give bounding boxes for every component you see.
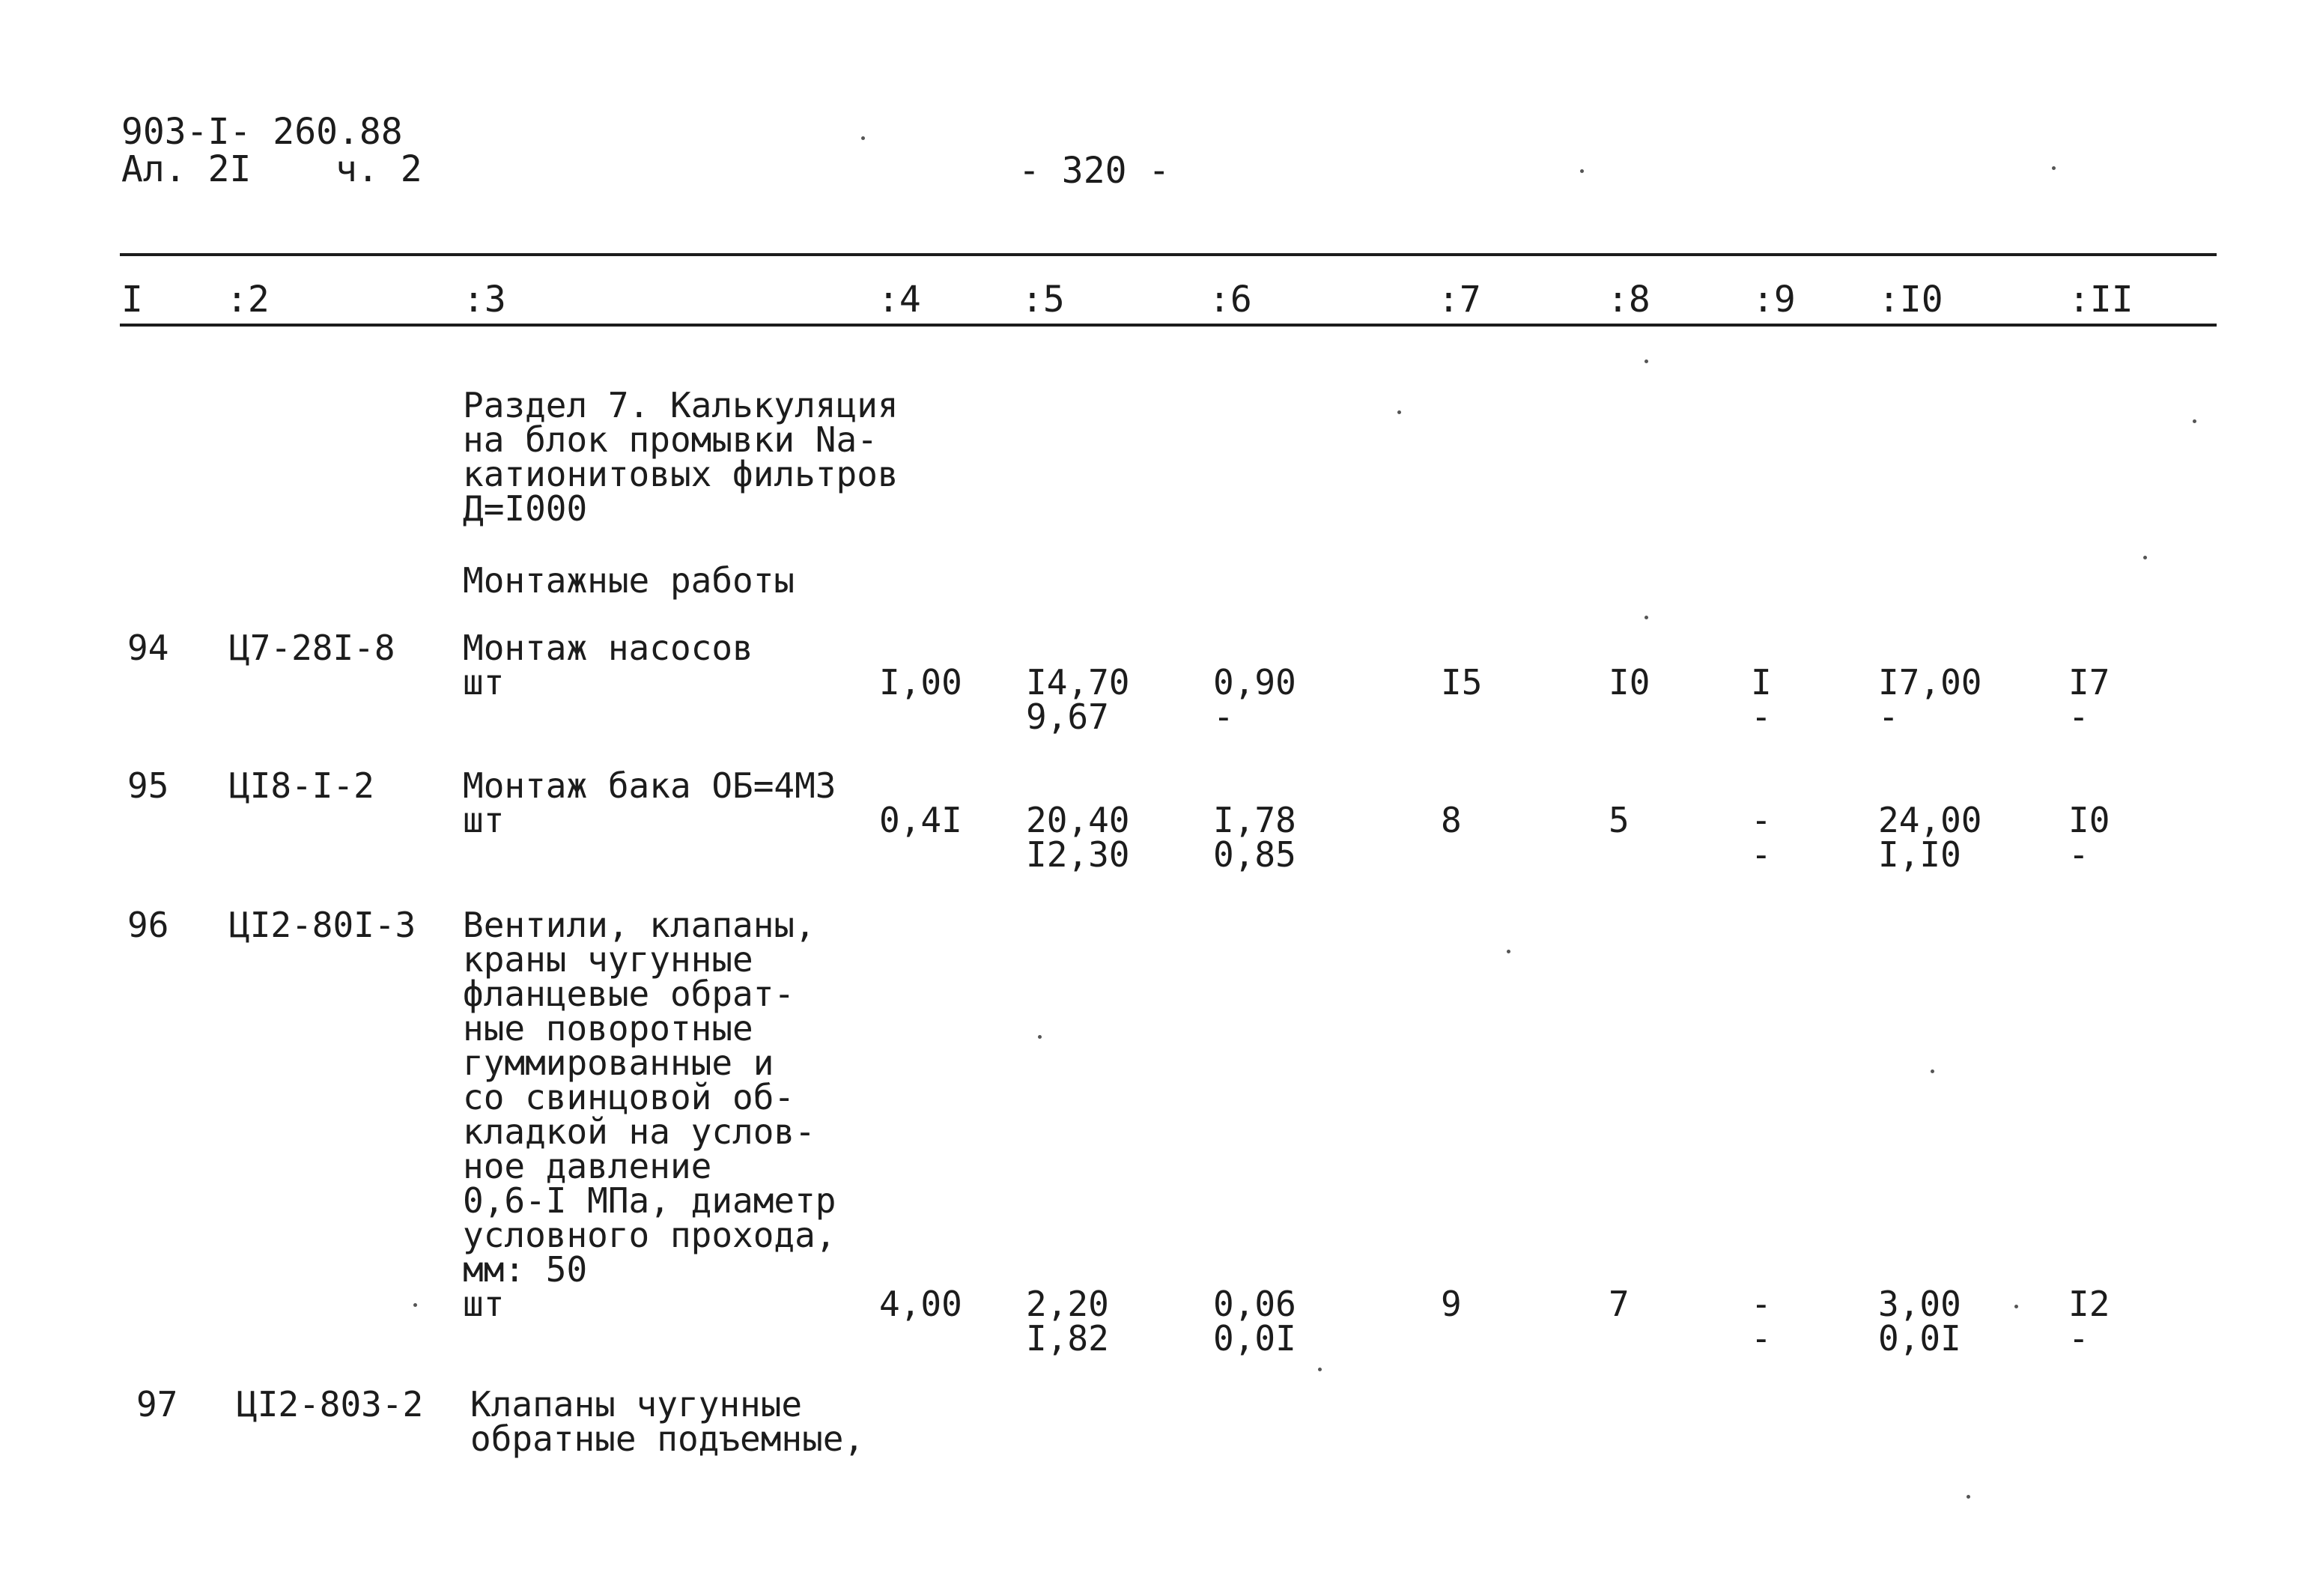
scan-speck: [2143, 556, 2147, 559]
cell-col9: - -: [1751, 800, 1772, 875]
column-header: :4: [878, 279, 921, 321]
row-description: Клапаны чугунные обратные подъемные,: [470, 1384, 865, 1459]
scan-speck: [2193, 419, 2196, 423]
cell-col5: 20,40 I2,30: [1026, 800, 1130, 875]
row-code: ЦI8-I-2: [229, 765, 374, 806]
cell-col5: I4,70 9,67: [1026, 662, 1130, 737]
column-header: :9: [1752, 279, 1796, 321]
row-description: Монтаж насосов шт: [463, 628, 753, 703]
cell-col10: I7,00 -: [1878, 662, 1982, 737]
scan-speck: [861, 136, 865, 140]
cell-col5: 2,20 I,82: [1026, 1284, 1109, 1359]
cell-col11: I2 -: [2068, 1284, 2110, 1359]
column-header: :2: [226, 279, 270, 321]
row-code: Ц7-28I-8: [229, 628, 395, 668]
part-number: ч. 2: [335, 148, 422, 190]
scan-speck: [1931, 1069, 1934, 1073]
cell-col7: I5: [1441, 662, 1483, 703]
page-number: - 320 -: [1018, 150, 1170, 192]
cell-col6: I,78 0,85: [1213, 800, 1296, 875]
cell-col8: 7: [1609, 1284, 1630, 1324]
sheet-number: Ал. 2I: [121, 148, 252, 190]
scan-speck: [1038, 1035, 1042, 1039]
cell-col4: 0,4I: [879, 800, 962, 840]
row-number: 96: [127, 905, 169, 945]
cell-col6: 0,90 -: [1213, 662, 1296, 737]
row-code: ЦI2-803-2: [237, 1384, 424, 1424]
cell-col11: I0 -: [2068, 800, 2110, 875]
row-number: 94: [127, 628, 169, 668]
cell-col7: 8: [1441, 800, 1462, 840]
scan-speck: [1397, 410, 1401, 414]
document-code: 903-I- 260.88: [121, 111, 403, 153]
column-header: :8: [1607, 279, 1650, 321]
scan-speck: [1507, 950, 1510, 953]
cell-col4: I,00: [879, 662, 962, 703]
scan-speck: [1644, 616, 1648, 619]
cell-col4: 4,00: [879, 1284, 962, 1324]
column-header: :6: [1209, 279, 1252, 321]
row-description: Монтаж бака ОБ=4М3 шт: [463, 765, 836, 840]
scan-speck: [1318, 1368, 1322, 1371]
row-number: 97: [136, 1384, 178, 1424]
scan-speck: [1644, 359, 1648, 363]
table-top-rule: [120, 253, 2217, 256]
column-header: :5: [1021, 279, 1065, 321]
cell-col11: I7 -: [2068, 662, 2110, 737]
scan-speck: [2014, 1305, 2018, 1308]
column-header: :II: [2068, 279, 2134, 321]
cell-col8: I0: [1609, 662, 1650, 703]
cell-col8: 5: [1609, 800, 1630, 840]
column-header: :3: [463, 279, 506, 321]
cell-col9: - -: [1751, 1284, 1772, 1359]
section-title: Раздел 7. Калькуляция на блок промывки Nа- катионитовых фильтров Д=I000: [463, 385, 899, 529]
column-header: I: [121, 279, 143, 321]
section-subtitle: Монтажные работы: [463, 560, 795, 601]
cell-col10: 3,00 0,0I: [1878, 1284, 1961, 1359]
cell-col7: 9: [1441, 1284, 1462, 1324]
row-description: Вентили, клапаны, краны чугунные фланцевые обрат- ные поворотные гуммированные и со свинцовой об- кладкой на услов- ное давление 0,6-I МПа, диаметр условного прохода, мм: 50 шт: [463, 905, 836, 1324]
row-number: 95: [127, 765, 169, 806]
cell-col9: I -: [1751, 662, 1772, 737]
table-header-rule: [120, 324, 2217, 327]
cell-col6: 0,06 0,0I: [1213, 1284, 1296, 1359]
scan-speck: [413, 1303, 417, 1307]
scan-speck: [1967, 1495, 1970, 1499]
column-header: :7: [1438, 279, 1481, 321]
scan-speck: [2052, 166, 2056, 170]
cell-col10: 24,00 I,I0: [1878, 800, 1982, 875]
scan-speck: [1580, 169, 1584, 173]
row-code: ЦI2-80I-3: [229, 905, 416, 945]
column-header: :I0: [1878, 279, 1943, 321]
